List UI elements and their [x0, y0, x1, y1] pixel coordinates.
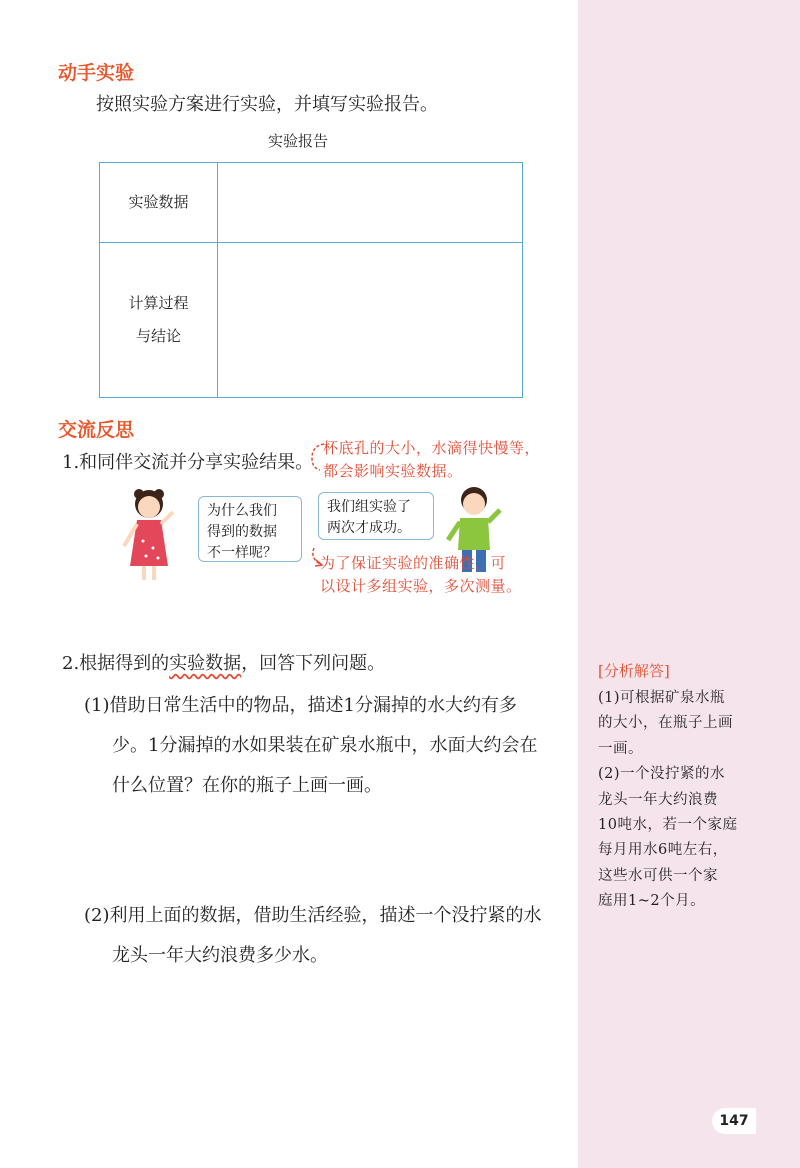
- question-2-1: [84, 686, 537, 806]
- question-2-1-line3: 什么位置？在你的瓶子上画一画。: [112, 775, 382, 796]
- bubble-girl-line1: 为什么我们: [207, 503, 277, 519]
- question-2-2-line2: 龙头一年大约浪费多少水。: [112, 945, 328, 966]
- note-top: [323, 437, 540, 484]
- section-title-reflection: 交流反思: [58, 419, 135, 441]
- note-top-bracket: [306, 440, 328, 474]
- row-label-process-line2: 与结论: [135, 327, 181, 345]
- answer-line: 庭用1~2个月。: [598, 893, 706, 909]
- answer-line: 10吨水，若一个家庭: [598, 816, 738, 833]
- data-entry-cell[interactable]: [218, 163, 523, 243]
- experiment-report-table: [99, 162, 523, 398]
- answer-sidebar: [578, 0, 800, 1168]
- analysis-answer-title: [分析解答]: [598, 662, 670, 680]
- answer-line: (1)可根据矿泉水瓶: [598, 690, 726, 706]
- note-top-line1: 杯底孔的大小，水滴得快慢等，: [323, 439, 541, 457]
- note-top-line2: 都会影响实验数据。: [323, 462, 463, 481]
- question-2-2-line1: (2)利用上面的数据，借助生活经验，描述一个没拧紧的水: [84, 905, 542, 926]
- process-entry-cell[interactable]: [218, 243, 523, 398]
- question-2: [62, 651, 385, 676]
- speech-bubble-boy: [318, 492, 434, 540]
- answer-line: 的大小，在瓶子上画: [598, 715, 733, 732]
- question-2-prefix: 2.根据得到的: [62, 653, 170, 674]
- row-label-data: 实验数据: [100, 163, 218, 243]
- row-label-process-line1: 计算过程: [128, 294, 189, 312]
- speech-bubble-girl: [198, 496, 302, 562]
- answer-line: 每月用水6吨左右，: [598, 842, 728, 859]
- answer-line: 龙头一年大约浪费: [598, 791, 718, 808]
- answer-line: (2)一个没拧紧的水: [598, 766, 726, 783]
- section-title-hands-on: 动手实验: [58, 62, 135, 84]
- note-bottom-line2: 以设计多组实验，多次测量。: [320, 577, 522, 596]
- girl-illustration: [118, 486, 180, 586]
- answer-line: 一画。: [598, 740, 643, 757]
- page-number: 147: [712, 1108, 756, 1134]
- instruction-text: 按照实验方案进行实验，并填写实验报告。: [96, 94, 438, 115]
- bubble-boy-line2: 两次才成功。: [327, 520, 411, 536]
- question-2-suffix: ，回答下列问题。: [241, 653, 386, 674]
- question-2-1-line2: 少。1分漏掉的水如果装在矿泉水瓶中，水面大约会在: [112, 735, 538, 756]
- note-bottom: [320, 552, 522, 599]
- analysis-answer-text: [598, 686, 737, 914]
- question-2-2: [84, 896, 542, 976]
- bubble-girl-line3: 不一样呢？: [207, 545, 277, 561]
- bubble-girl-line2: 得到的数据: [207, 524, 277, 540]
- bubble-boy-line1: 我们组实验了: [327, 499, 411, 515]
- question-2-highlight: 实验数据: [169, 653, 242, 674]
- row-label-process: [100, 243, 218, 398]
- answer-line: 这些水可供一个家: [598, 867, 718, 884]
- question-2-1-line1: (1)借助日常生活中的物品，描述1分漏掉的水大约有多: [84, 695, 517, 716]
- note-bottom-line1: 为了保证实验的准确性，可: [320, 554, 507, 572]
- report-title: 实验报告: [268, 132, 329, 150]
- question-1: 1.和同伴交流并分享实验结果。: [62, 452, 314, 473]
